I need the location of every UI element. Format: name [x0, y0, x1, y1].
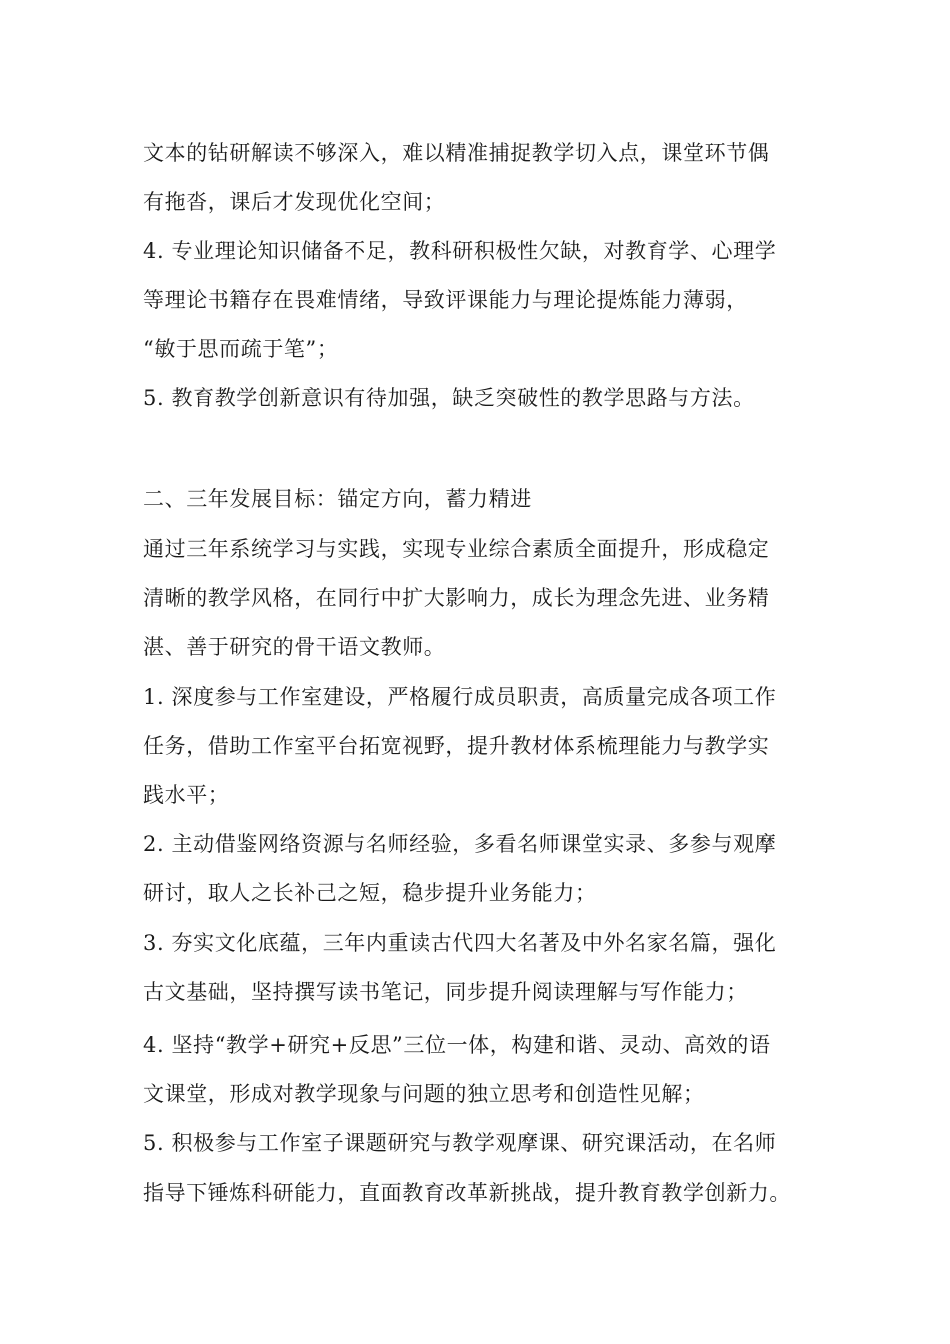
list-item-line: 4. 专业理论知识储备不足，教科研积极性欠缺，对教育学、心理学	[143, 239, 777, 263]
list-item-line: 任务，借助工作室平台拓宽视野，提升教材体系梳理能力与教学实	[143, 734, 770, 758]
list-item-line: 1. 深度参与工作室建设，严格履行成员职责，高质量完成各项工作	[143, 685, 777, 709]
list-item-line: 践水平；	[143, 783, 230, 807]
list-item-line: 5. 教育教学创新意识有待加强，缺乏突破性的教学思路与方法。	[143, 386, 755, 410]
section-heading: 二、三年发展目标：锚定方向，蓄力精进	[143, 487, 532, 511]
list-item-line: 4. 坚持“教学+研究+反思”三位一体，构建和谐、灵动、高效的语	[143, 1033, 771, 1057]
paragraph-line: 清晰的教学风格，在同行中扩大影响力，成长为理念先进、业务精	[143, 586, 770, 610]
list-item-line: 文课堂，形成对教学现象与问题的独立思考和创造性见解；	[143, 1082, 705, 1106]
list-item-line: 等理论书籍存在畏难情绪，导致评课能力与理论提炼能力薄弱，	[143, 288, 748, 312]
paragraph-line: 有拖沓，课后才发现优化空间；	[143, 190, 446, 214]
list-item-line: 古文基础，坚持撰写读书笔记，同步提升阅读理解与写作能力；	[143, 980, 748, 1004]
paragraph-line: 湛、善于研究的骨干语文教师。	[143, 635, 446, 659]
list-item-line: 5. 积极参与工作室子课题研究与教学观摩课、研究课活动，在名师	[143, 1131, 777, 1155]
paragraph-line: 文本的钻研解读不够深入，难以精准捕捉教学切入点，课堂环节偶	[143, 141, 770, 165]
list-item-line: 指导下锤炼科研能力，直面教育改革新挑战，提升教育教学创新力。	[143, 1181, 791, 1205]
list-item-line: 2. 主动借鉴网络资源与名师经验，多看名师课堂实录、多参与观摩	[143, 832, 777, 856]
list-item-line: 研讨，取人之长补己之短，稳步提升业务能力；	[143, 881, 597, 905]
list-item-line: “敏于思而疏于笔”；	[143, 337, 339, 361]
paragraph-line: 通过三年系统学习与实践，实现专业综合素质全面提升，形成稳定	[143, 537, 770, 561]
list-item-line: 3. 夯实文化底蕴，三年内重读古代四大名著及中外名家名篇，强化	[143, 931, 777, 955]
